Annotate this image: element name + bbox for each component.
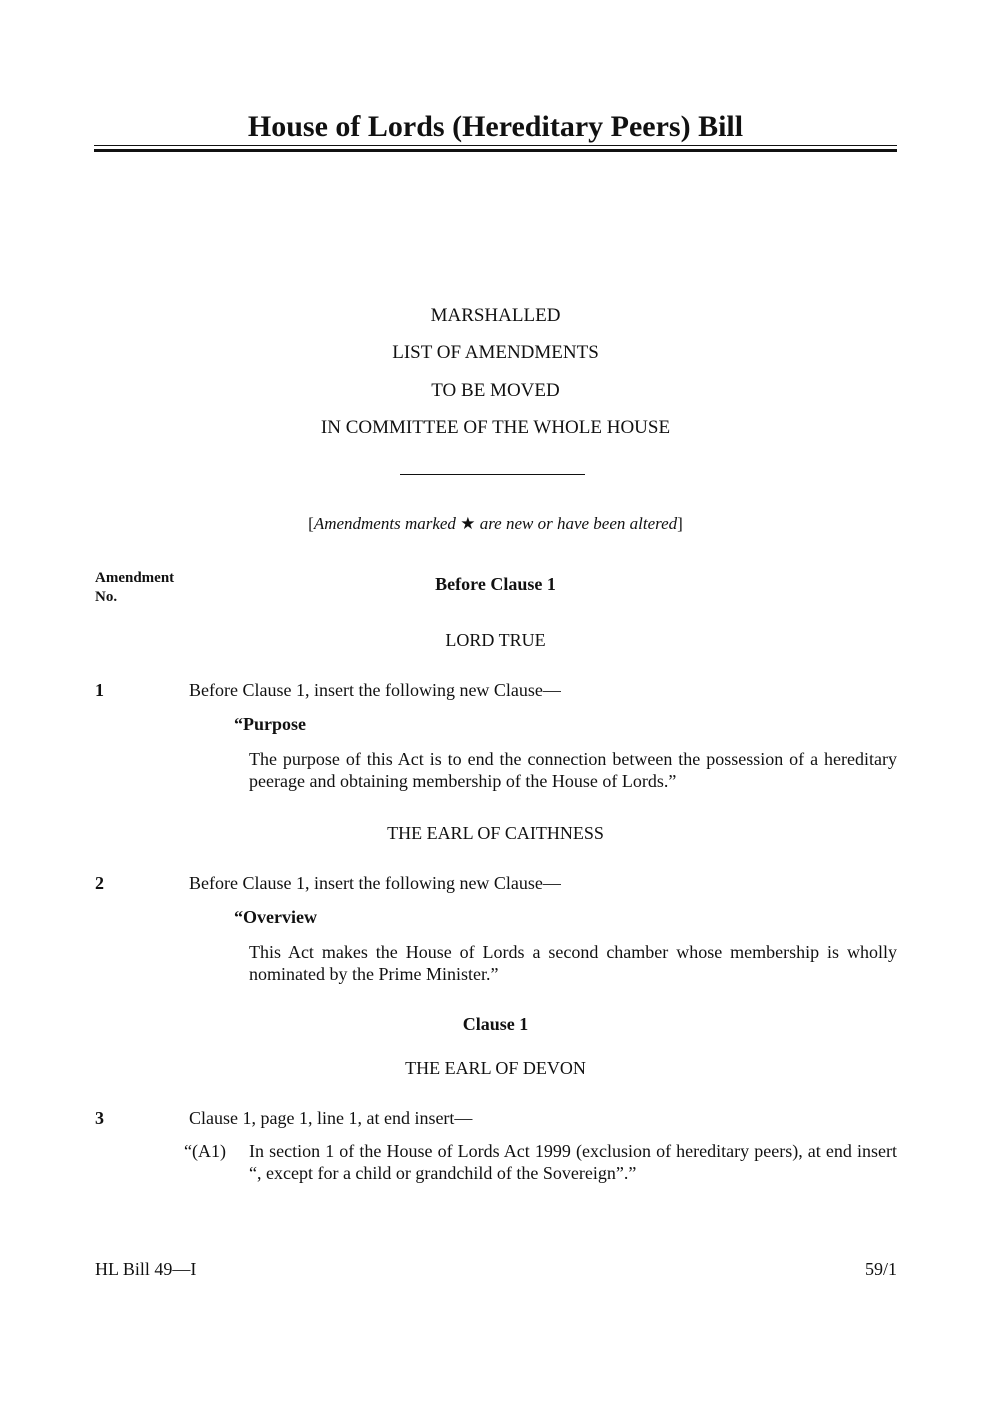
amendments-note: [Amendments marked ★ are new or have been altered] (308, 514, 683, 533)
subsection-label: “(A1) (184, 1141, 226, 1161)
amendment-number: 2 (95, 873, 104, 893)
footer-page-ref: 59/1 (864, 1259, 897, 1279)
title-rule-thin (94, 145, 897, 146)
clause-title: “Overview (234, 907, 317, 927)
section-heading: Before Clause 1 (435, 574, 556, 594)
heading-rule (400, 474, 585, 475)
heading-line: MARSHALLED (430, 305, 561, 326)
amendment-no-label: Amendment (95, 570, 175, 586)
section-heading: Clause 1 (462, 1014, 529, 1034)
amendment-number: 1 (95, 680, 104, 700)
heading-line: IN COMMITTEE OF THE WHOLE HOUSE (320, 417, 671, 438)
amendment-instruction: Before Clause 1, insert the following new Clause— (189, 873, 561, 893)
heading-line: LIST OF AMENDMENTS (392, 342, 599, 363)
amendment-no-label: No. (95, 589, 118, 605)
clause-title: “Purpose (234, 714, 306, 734)
amendment-instruction: Clause 1, page 1, line 1, at end insert— (189, 1108, 473, 1128)
subsection-text: In section 1 of the House of Lords Act 1999 (exclusion of hereditary peers), at end insert “, except for a child or grandchild of the Sovereign”.” (249, 1141, 897, 1183)
mover-name: LORD TRUE (445, 630, 546, 650)
clause-text: The purpose of this Act is to end the connection between the possession of a hereditary peerage and obtaining membership of the House of Lords.” (249, 749, 897, 791)
bill-title: House of Lords (Hereditary Peers) Bill (247, 110, 744, 143)
star-icon: ★ (460, 514, 476, 533)
title-rule-thick (94, 149, 897, 152)
heading-line: TO BE MOVED (431, 380, 560, 401)
mover-name: THE EARL OF CAITHNESS (387, 823, 604, 843)
amendment-number: 3 (95, 1108, 104, 1128)
amendment-instruction: Before Clause 1, insert the following new Clause— (189, 680, 561, 700)
footer-bill-number: HL Bill 49—I (95, 1259, 197, 1279)
clause-text: This Act makes the House of Lords a second chamber whose membership is wholly nominated by the Prime Minister.” (249, 942, 897, 984)
mover-name: THE EARL OF DEVON (405, 1058, 586, 1078)
